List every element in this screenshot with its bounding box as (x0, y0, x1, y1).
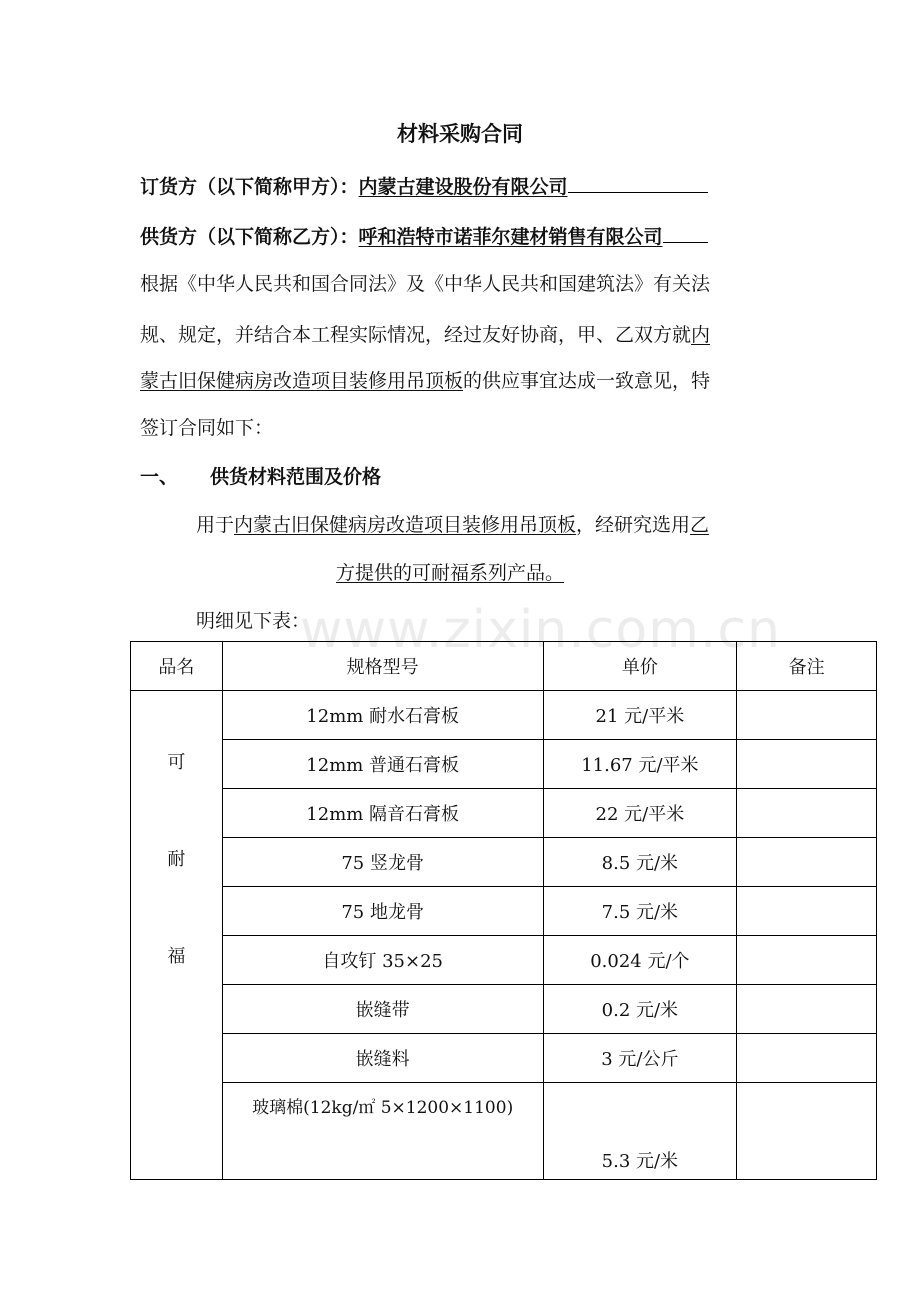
watermark: www.zixin.com.cn (300, 600, 781, 660)
spec-cell: 12mm 隔音石膏板 (222, 789, 543, 838)
spec-cell: 75 地龙骨 (222, 887, 543, 936)
price-cell: 0.2 元/米 (543, 985, 737, 1034)
table-row (131, 789, 877, 838)
note-cell (737, 740, 877, 789)
brand-char: 耐 (167, 849, 186, 870)
buyer-underline (568, 191, 708, 193)
spec-cell: 12mm 普通石膏板 (222, 740, 543, 789)
seller-line (140, 222, 708, 249)
document-title: 材料采购合同 (397, 122, 523, 146)
note-cell (737, 838, 877, 887)
spec-cell: 玻璃棉(12kg/㎡ 5×1200×1100) (222, 1083, 543, 1180)
table-row (131, 887, 877, 936)
para2-text-a: 用于 (196, 514, 235, 536)
table-row (131, 1034, 877, 1083)
price-cell: 21 元/平米 (543, 691, 737, 740)
buyer-line (140, 172, 708, 199)
spec-cell: 嵌缝带 (222, 985, 543, 1034)
spec-cell: 自攻钉 35×25 (222, 936, 543, 985)
header-unit-price: 单价 (543, 642, 737, 691)
table-header-row (131, 642, 877, 691)
header-remarks: 备注 (737, 642, 877, 691)
para2-project-name: 内蒙古旧保健病房改造项目装修用吊顶板 (234, 514, 577, 536)
para2-text-b: ，经研究选用 (576, 514, 691, 536)
table-row (131, 1083, 877, 1180)
para2-line1 (196, 510, 709, 537)
note-cell (737, 789, 877, 838)
para1-line4: 签订合同如下： (140, 417, 274, 439)
para1-project-start: 内 (691, 324, 711, 346)
spec-cell: 嵌缝料 (222, 1034, 543, 1083)
para2-product: 方提供的可耐福系列产品。 (336, 562, 565, 584)
table-row (131, 838, 877, 887)
table-row (131, 985, 877, 1034)
brand-char: 可 (167, 752, 186, 773)
seller-label: 供货方（以下简称乙方）： (140, 226, 359, 248)
price-cell: 3 元/公斤 (543, 1034, 737, 1083)
spec-cell: 75 竖龙骨 (222, 838, 543, 887)
note-cell (737, 887, 877, 936)
table-row (131, 936, 877, 985)
brand-char: 福 (167, 946, 186, 967)
para1-line3-text: 的供应事宜达成一致意见，特 (463, 370, 711, 392)
note-cell (737, 985, 877, 1034)
table-row (131, 740, 877, 789)
section1-heading (140, 462, 381, 489)
seller-name: 呼和浩特市诺菲尔建材销售有限公司 (358, 226, 663, 248)
price-cell: 7.5 元/米 (543, 887, 737, 936)
note-cell (737, 936, 877, 985)
para2-line2 (336, 558, 564, 585)
note-cell (737, 1034, 877, 1083)
price-table (130, 641, 877, 1180)
para1-line1: 根据《中华人民共和国合同法》及《中华人民共和国建筑法》有关法 (140, 273, 711, 295)
note-cell (737, 691, 877, 740)
para1-project-name: 蒙古旧保健病房改造项目装修用吊顶板 (140, 370, 464, 392)
para1-line2-text: 规、规定，并结合本工程实际情况，经过友好协商，甲、乙双方就 (140, 324, 692, 346)
header-spec: 规格型号 (222, 642, 543, 691)
para1-line3 (140, 366, 710, 393)
header-product-name: 品名 (131, 642, 223, 691)
price-cell: 8.5 元/米 (543, 838, 737, 887)
para2-supplier-start: 乙 (690, 514, 710, 536)
price-cell: 0.024 元/个 (543, 936, 737, 985)
spec-cell: 12mm 耐水石膏板 (222, 691, 543, 740)
price-cell: 11.67 元/平米 (543, 740, 737, 789)
detail-label: 明细见下表： (196, 610, 311, 632)
buyer-name: 内蒙古建设股份有限公司 (358, 176, 568, 198)
section1-title: 供货材料范围及价格 (210, 466, 382, 488)
table-row (131, 691, 877, 740)
buyer-label: 订货方（以下简称甲方）： (140, 176, 359, 198)
para1-line2 (140, 320, 710, 347)
price-cell: 5.3 元/米 (543, 1083, 737, 1180)
seller-underline (663, 241, 708, 243)
section1-number: 一、 (140, 466, 179, 488)
note-cell (737, 1083, 877, 1180)
price-cell: 22 元/平米 (543, 789, 737, 838)
brand-cell (131, 691, 223, 1180)
